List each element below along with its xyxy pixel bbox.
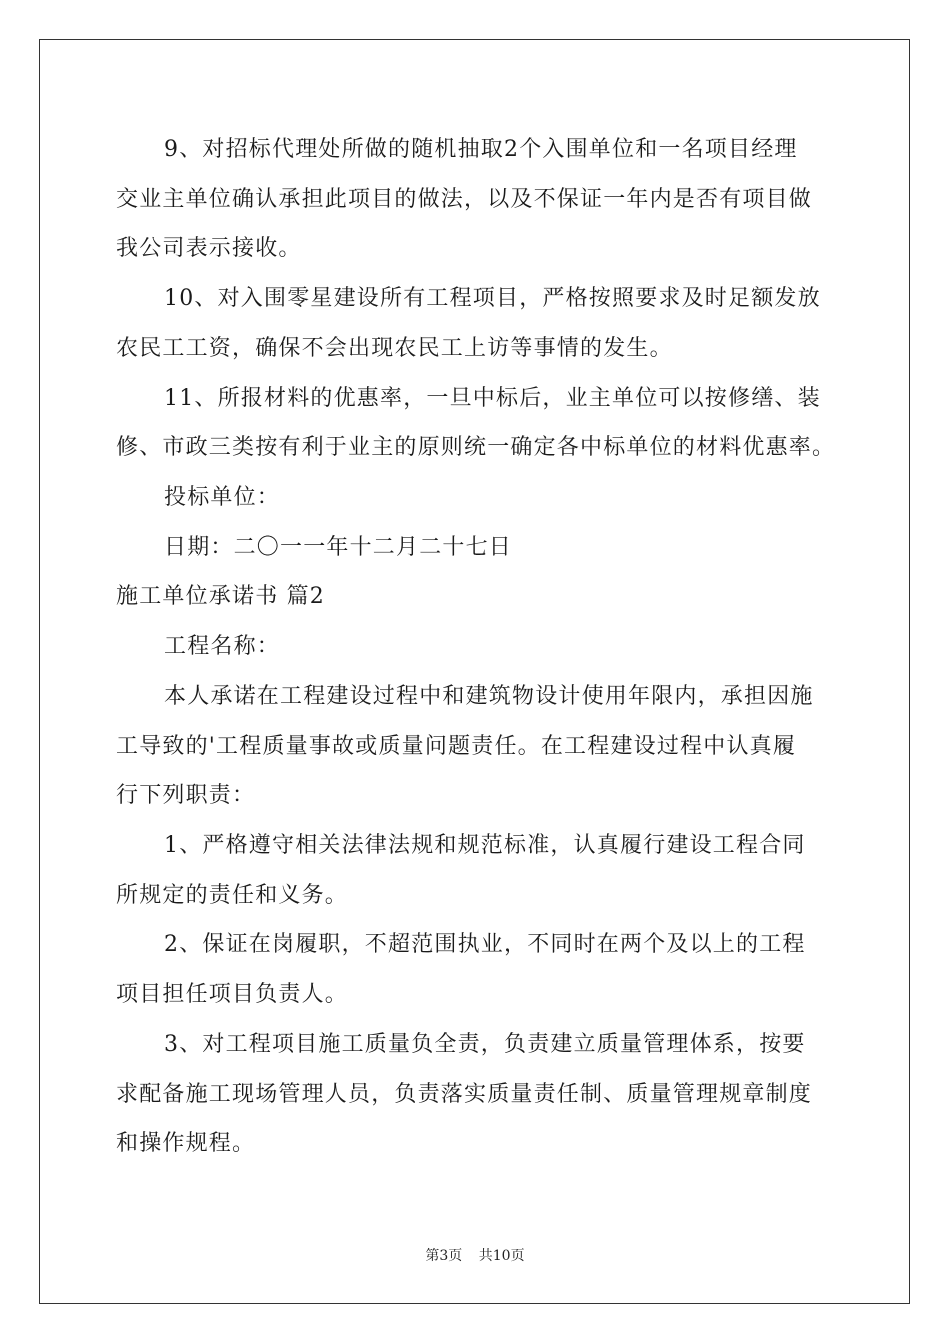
text-line-14: 行下列职责：: [116, 783, 256, 808]
text-line-19: 3、对工程项目施工质量负全责，负责建立质量管理体系，按要: [164, 1032, 806, 1057]
text-line-13: 工导致的'工程质量事故或质量问题责任。在工程建设过程中认真履: [116, 734, 797, 759]
text-line-12: 本人承诺在工程建设过程中和建筑物设计使用年限内，承担因施: [164, 684, 814, 709]
text-line-2: 交业主单位确认承担此项目的做法，以及不保证一年内是否有项目做: [116, 187, 813, 212]
text-line-18: 项目担任项目负责人。: [116, 982, 349, 1007]
text-line-20: 求配备施工现场管理人员，负责落实质量责任制、质量管理规章制度: [116, 1082, 813, 1107]
section-title: 施工单位承诺书 篇2: [116, 584, 325, 609]
date-line: 日期：二〇一一年十二月二十七日: [164, 535, 513, 560]
signature-label: 投标单位：: [164, 485, 281, 510]
page-footer: [0, 1248, 950, 1264]
text-line-17: 2、保证在岗履职，不超范围执业，不同时在两个及以上的工程: [164, 932, 806, 957]
page-number: 第3页: [425, 1248, 463, 1264]
text-line-7: 修、市政三类按有利于业主的原则统一确定各中标单位的材料优惠率。: [116, 435, 836, 460]
project-name-label: 工程名称：: [164, 634, 281, 659]
page-total: 共10页: [478, 1248, 525, 1264]
text-line-16: 所规定的责任和义务。: [116, 883, 349, 908]
text-line-5: 农民工工资，确保不会出现农民工上访等事情的发生。: [116, 336, 673, 361]
text-line-1: 9、对招标代理处所做的随机抽取2个入围单位和一名项目经理: [164, 137, 798, 162]
text-line-6: 11、所报材料的优惠率，一旦中标后，业主单位可以按修缮、装: [164, 386, 821, 411]
text-line-3: 我公司表示接收。: [116, 236, 302, 261]
text-line-15: 1、严格遵守相关法律法规和规范标准，认真履行建设工程合同: [164, 833, 806, 858]
text-line-4: 10、对入围零星建设所有工程项目，严格按照要求及时足额发放: [164, 286, 821, 311]
text-line-21: 和操作规程。: [116, 1131, 256, 1156]
page-frame: [39, 39, 910, 1304]
